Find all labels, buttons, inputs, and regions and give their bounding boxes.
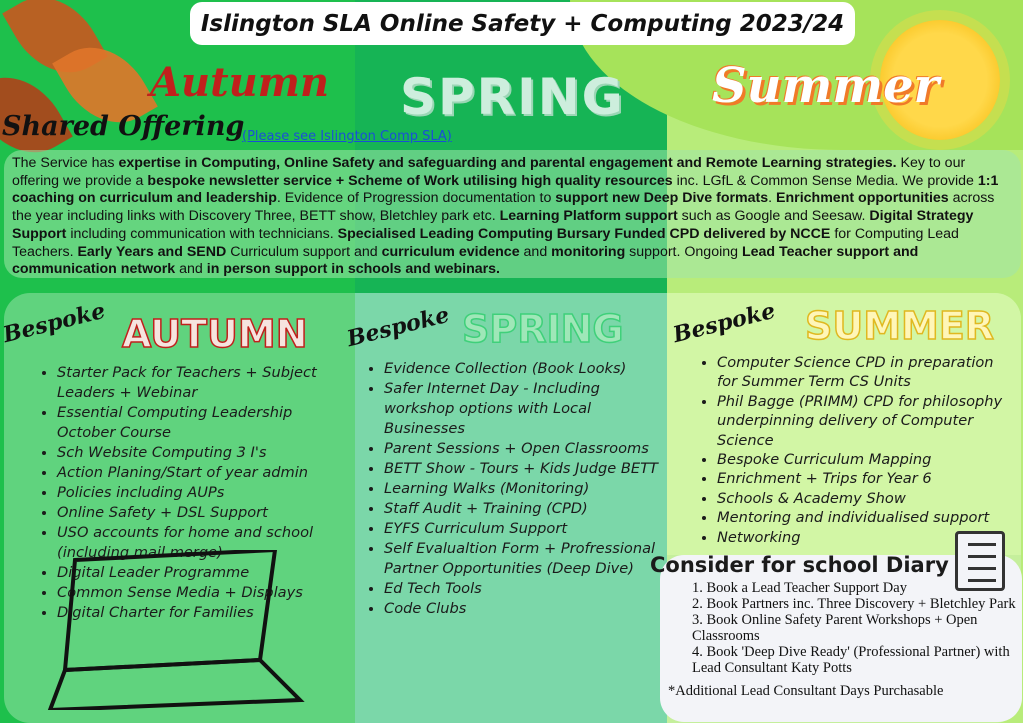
list-item: • Policies including AUPs bbox=[57, 483, 345, 503]
highlight-text: expertise in Computing, Online Safety and safeguarding and parental engagement and Remote Learning strategies. bbox=[118, 155, 897, 171]
body-text: for Computing Lead Teachers. bbox=[12, 225, 959, 260]
body-text: across the year including links with Discovery Three, BETT show, Bletchley park etc. bbox=[12, 190, 995, 225]
list-item: • Parent Sessions + Open Classrooms bbox=[384, 439, 662, 459]
shared-offering-heading: Shared Offering bbox=[2, 111, 245, 142]
highlight-text: bespoke newsletter service + Scheme of Work utilising high quality resources bbox=[147, 172, 673, 189]
islington-comp-sla-link[interactable]: (Please see Islington Comp SLA) bbox=[242, 129, 452, 144]
list-item: • Starter Pack for Teachers + Subject Leaders + Webinar bbox=[57, 363, 345, 403]
body-text: including communication with technicians. bbox=[66, 225, 338, 242]
highlight-text: Lead Teacher support and communication network bbox=[12, 243, 919, 278]
list-item: • Digital Leader Programme bbox=[57, 563, 345, 583]
body-text: inc. LGfL & Common Sense Media. We provide bbox=[672, 172, 978, 189]
list-item: • Common Sense Media + Displays bbox=[57, 583, 345, 603]
highlight-text: Digital Strategy Support bbox=[12, 208, 974, 242]
list-item: • Digital Charter for Families bbox=[57, 603, 345, 623]
highlight-text: Specialised Leading Computing Bursary Funded CPD delivered by NCCE bbox=[337, 225, 831, 242]
list-item: • Schools & Academy Show bbox=[717, 489, 1015, 508]
body-text: . bbox=[768, 190, 777, 207]
summer-list bbox=[695, 353, 1015, 547]
bespoke-label-autumn: Bespoke bbox=[0, 297, 108, 349]
body-text: Key to our offering we provide a bbox=[12, 155, 966, 189]
list-item: • Self Evalualtion Form + Profressional Partner Opportunities (Deep Dive) bbox=[384, 539, 662, 579]
autumn-title: AUTUMN bbox=[122, 312, 308, 356]
list-item: • Sch Website Computing 3 I's bbox=[57, 443, 345, 463]
body-text: and bbox=[519, 243, 552, 260]
list-item: • Safer Internet Day - Including workshop options with Local Businesses bbox=[384, 379, 662, 439]
body-text: such as Google and Seesaw. bbox=[677, 208, 870, 225]
spring-list bbox=[362, 359, 662, 619]
highlight-text: support new Deep Dive formats bbox=[555, 190, 769, 207]
highlight-text: Early Years and SEND bbox=[77, 243, 227, 260]
list-item: • Mentoring and individualised support bbox=[717, 508, 1015, 527]
list-item: • EYFS Curriculum Support bbox=[384, 519, 662, 539]
list-item: • Ed Tech Tools bbox=[384, 579, 662, 599]
title-banner bbox=[190, 2, 855, 45]
highlight-text: Enrichment opportunities bbox=[776, 190, 949, 207]
page-title: Islington SLA Online Safety + Computing 2023/24 bbox=[200, 10, 845, 37]
spring-heading: SPRING bbox=[400, 68, 625, 126]
body-text: Curriculum support and bbox=[226, 243, 382, 260]
list-item: • BETT Show - Tours + Kids Judge BETT bbox=[384, 459, 662, 479]
bespoke-label-summer: Bespoke bbox=[670, 297, 778, 349]
highlight-text: monitoring bbox=[551, 243, 626, 260]
diary-item: 3. Book Online Safety Parent Workshops + Open Classrooms bbox=[692, 612, 978, 644]
body-text: . Evidence of Progression documentation to bbox=[276, 190, 556, 207]
summer-title: SUMMER bbox=[805, 304, 995, 348]
body-text: support. Ongoing bbox=[625, 243, 742, 260]
list-item: • Staff Audit + Training (CPD) bbox=[384, 499, 662, 519]
list-item: • Enrichment + Trips for Year 6 bbox=[717, 469, 1015, 488]
diary-item: 2. Book Partners inc. Three Discovery + Bletchley Park bbox=[692, 596, 1016, 612]
list-item: • Essential Computing Leadership October Course bbox=[57, 403, 345, 443]
list-item: • Code Clubs bbox=[384, 599, 662, 619]
body-text: and bbox=[175, 261, 207, 278]
list-item: • Learning Walks (Monitoring) bbox=[384, 479, 662, 499]
diary-note: *Additional Lead Consultant Days Purchasable bbox=[668, 683, 944, 699]
list-item: • USO accounts for home and school (including mail merge) bbox=[57, 523, 345, 563]
list-item: • Networking bbox=[717, 528, 1015, 547]
autumn-heading: Autumn bbox=[150, 59, 330, 106]
shared-offering-text bbox=[4, 150, 1021, 278]
summer-heading: Summer bbox=[712, 58, 939, 114]
laptop-illustration bbox=[45, 550, 305, 710]
diary-item: 4. Book 'Deep Dive Ready' (Professional Partner) with Lead Consultant Katy Potts bbox=[692, 644, 1010, 676]
spring-title: SPRING bbox=[462, 307, 624, 351]
highlight-text: curriculum evidence bbox=[381, 243, 520, 260]
highlight-text: Learning Platform support bbox=[499, 208, 678, 225]
diary-item: 1. Book a Lead Teacher Support Day bbox=[692, 580, 907, 596]
bespoke-label-spring: Bespoke bbox=[344, 301, 452, 353]
list-item: • Evidence Collection (Book Looks) bbox=[384, 359, 662, 379]
list-item: • Bespoke Curriculum Mapping bbox=[717, 450, 1015, 469]
diary-heading: Consider for school Diary bbox=[650, 553, 949, 577]
body-text: The Service has bbox=[12, 155, 119, 171]
list-item: • Phil Bagge (PRIMM) CPD for philosophy underpinning delivery of Computer Science bbox=[717, 392, 1015, 450]
list-item: • Computer Science CPD in preparation for Summer Term CS Units bbox=[717, 353, 1015, 392]
diary-list bbox=[692, 580, 1020, 676]
list-item: • Action Planing/Start of year admin bbox=[57, 463, 345, 483]
highlight-text: in person support in schools and webinars. bbox=[206, 261, 500, 278]
highlight-text: 1:1 coaching on curriculum and leadership bbox=[12, 172, 999, 207]
list-item: • Online Safety + DSL Support bbox=[57, 503, 345, 523]
